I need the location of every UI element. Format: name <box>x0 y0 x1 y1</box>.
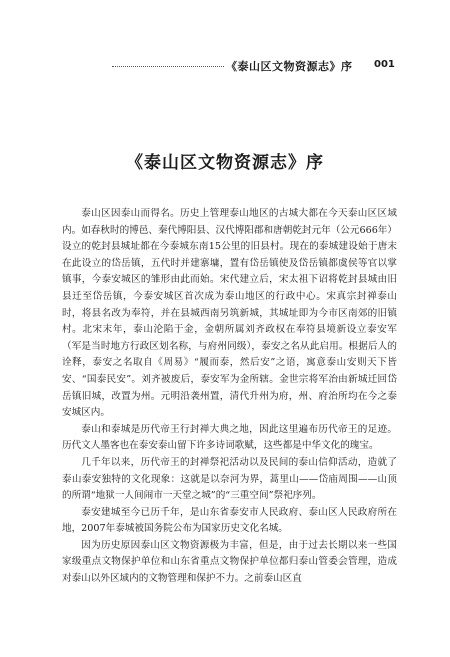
header-dotted-rule <box>112 66 224 67</box>
page-title: 《泰山区文物资源志》序 <box>126 153 324 173</box>
running-header-title: 《泰山区文物资源志》序 <box>226 60 353 73</box>
page-number: 001 <box>374 59 395 70</box>
body-text <box>62 206 397 588</box>
running-header <box>0 58 450 74</box>
paragraph-4: 泰安建城至今已历千年，是山东省泰安市人民政府、泰山区人民政府所在地，2007年泰城被国务院公布为国家历史文化名城。 <box>62 506 397 535</box>
paragraph-2: 泰山和泰城是历代帝王行封禅大典之地，因此这里遍布历代帝王的足迹。历代文人墨客也在泰安泰山留下许多诗词歌赋，这些都是中华文化的瑰宝。 <box>62 423 397 452</box>
paragraph-3: 几千年以来，历代帝王的封禅祭祀活动以及民间的泰山信仰活动，造就了泰山泰安独特的文化现象：这就是以奈河为界，蒿里山——岱庙周围——山顶的所谓“地狱一人间闹市一天堂之城”的“三重空间”祭祀序列。 <box>62 456 397 502</box>
paragraph-5: 因为历史原因泰山区文物资源极为丰富，但是，由于过去长期以来一些国家级重点文物保护单位和山东省重点文物保护单位都归泰山管委会管理，造成对泰山以外区域内的文物管理和保护不力。之前泰山区直 <box>62 539 397 585</box>
paragraph-1: 泰山区因泰山而得名。历史上管理泰山地区的古城大都在今天泰山区区域内。如春秋时的博邑、秦代博阳县、汉代博阳郡和唐朝乾封元年（公元666年）设立的乾封县城址都在今泰城东南15公里的旧县村。现在的泰城建设始于唐末在此设立的岱岳镇，五代时并建寨墉，置有岱岳镇使及岱岳镇都虞侯等官以掌镇事，今泰安城区的雏形由此而始。宋代建立后，宋太祖下诏将乾封县城由旧县迁至岱岳镇，今泰安城区首次成为泰山地区的行政中心。宋真宗封禅泰山时，将县名改为奉符，并在县城西南另筑新城，其城址即为今市区南郊的旧镇村。北宋末年，泰山沦陷于金，金朝所属刘齐政权在奉符县境新设立泰安军（军是当时地方行政区划名称，与府州同级），泰安之名从此启用。根据后人的诠释，泰安之名取自《周易》“履而泰，然后安”之语，寓意泰山安则天下皆安、“国泰民安”。刘齐被废后，泰安军为金所辖。金世宗将军治由新城迁回岱岳镇旧城，改置为州。元明沿袭州置，清代升州为府，州、府治所均在今之泰安城区内。 <box>62 208 397 419</box>
